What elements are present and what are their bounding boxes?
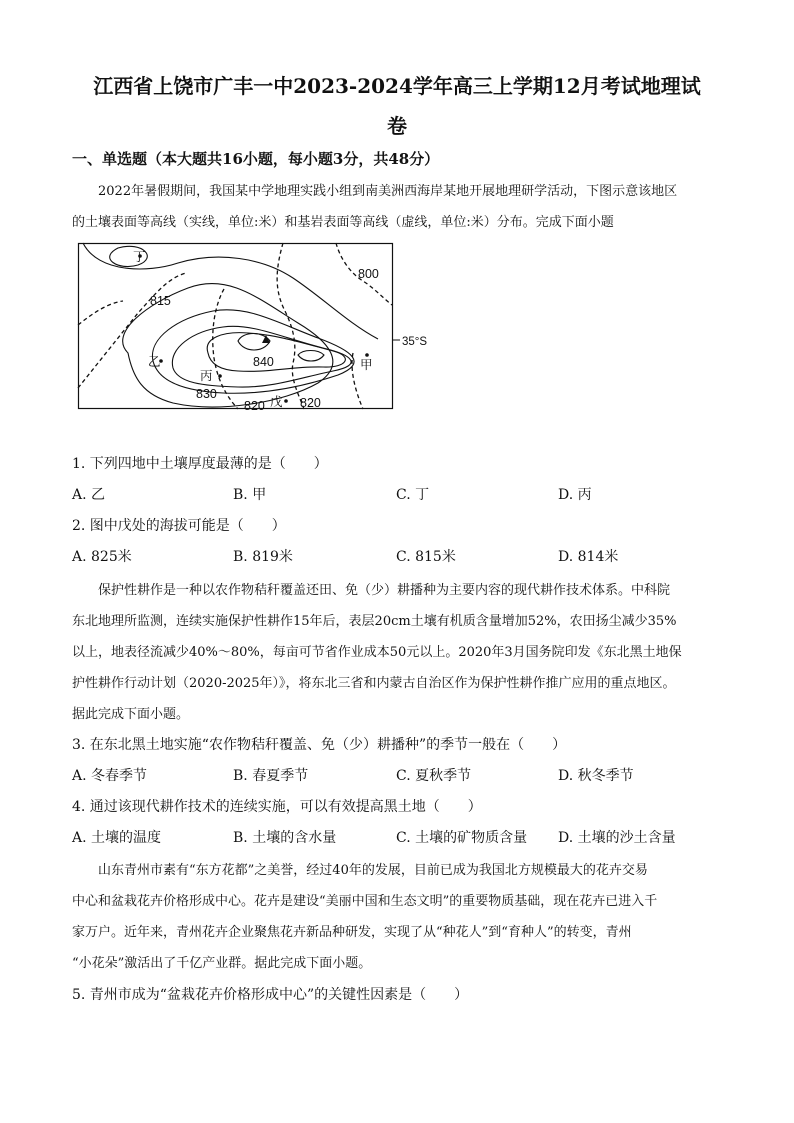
q3-option-b[interactable]: B. 春夏季节 — [233, 768, 309, 784]
q2-stem: 2. 图中戊处的海拔可能是（ ） — [72, 518, 286, 534]
q3-option-d[interactable]: D. 秋冬季节 — [558, 768, 634, 784]
intro2-line3: 以上，地表径流减少40%～80%，每亩可节省作业成本50元以上。2020年3月国务院印发《东北黑土地保 — [72, 645, 682, 660]
q2-option-c[interactable]: C. 815米 — [396, 549, 456, 565]
q4-option-b[interactable]: B. 土壤的含水量 — [233, 830, 337, 846]
label-815: 815 — [150, 294, 171, 308]
q1-option-a[interactable]: A. 乙 — [72, 487, 106, 503]
label-840: 840 — [253, 355, 274, 369]
q1-stem: 1. 下列四地中土壤厚度最薄的是（ ） — [72, 456, 328, 472]
page-title-line1: 江西省上饶市广丰一中2023-2024学年高三上学期12月考试地理试 — [93, 74, 701, 98]
contour-map — [78, 243, 428, 413]
q4-option-a[interactable]: A. 土壤的温度 — [72, 830, 162, 846]
intro2-line2: 东北地理所监测，连续实施保护性耕作15年后，表层20cm土壤有机质含量增加52%，农田扬尘减少35% — [72, 614, 677, 629]
q1-option-c[interactable]: C. 丁 — [396, 487, 430, 503]
label-820b: 820 — [300, 396, 321, 410]
q1-option-b[interactable]: B. 甲 — [233, 487, 267, 503]
q4-option-c[interactable]: C. 土壤的矿物质含量 — [396, 830, 528, 846]
q5-stem: 5. 青州市成为“盆栽花卉价格形成中心”的关键性因素是（ ） — [72, 987, 469, 1003]
q4-stem: 4. 通过该现代耕作技术的连续实施，可以有效提高黑土地（ ） — [72, 799, 482, 815]
q3-option-c[interactable]: C. 夏秋季节 — [396, 768, 472, 784]
intro2-line4: 护性耕作行动计划（2020-2025年）》，将东北三省和内蒙古自治区作为保护性耕作推广应用的重点地区。 — [72, 676, 676, 691]
intro3-line2: 中心和盆栽花卉价格形成中心。花卉是建设“美丽中国和生态文明”的重要物质基础，现在花卉已进入千 — [72, 894, 658, 909]
page-title-line2: 卷 — [387, 114, 407, 138]
point-jia — [365, 353, 369, 357]
point-bing — [218, 374, 222, 378]
section-heading: 一、单选题（本大题共16小题，每小题3分，共48分） — [72, 150, 440, 168]
intro3-line1: 山东青州市素有“东方花都”之美誉，经过40年的发展，目前已成为我国北方规模最大的花卉交易 — [98, 863, 648, 878]
label-800: 800 — [358, 267, 379, 281]
label-yi: 乙 — [148, 355, 161, 369]
intro2-line5: 据此完成下面小题。 — [72, 707, 190, 722]
label-820a: 820 — [244, 399, 265, 413]
q2-option-a[interactable]: A. 825米 — [72, 549, 132, 565]
q4-option-d[interactable]: D. 土壤的沙土含量 — [558, 830, 676, 846]
q1-option-d[interactable]: D. 丙 — [558, 487, 592, 503]
q3-stem: 3. 在东北黑土地实施“农作物秸秆覆盖、免（少）耕播种”的季节一般在（ ） — [72, 737, 567, 753]
point-wu — [284, 399, 288, 403]
q2-option-d[interactable]: D. 814米 — [558, 549, 619, 565]
intro2-line1: 保护性耕作是一种以农作物秸秆覆盖还田、免（少）耕播种为主要内容的现代耕作技术体系。中科院 — [98, 583, 671, 598]
intro1-line2: 的土壤表面等高线（实线，单位:米）和基岩表面等高线（虚线，单位:米）分布。完成下面小题 — [72, 215, 614, 230]
label-wu: 戊 — [270, 395, 283, 409]
q2-option-b[interactable]: B. 819米 — [233, 549, 293, 565]
label-bing: 丙 — [200, 369, 213, 383]
label-ding: 丁 — [133, 250, 146, 264]
label-lat: 35°S — [402, 336, 428, 348]
intro1-line1: 2022年暑假期间，我国某中学地理实践小组到南美洲西海岸某地开展地理研学活动，下图示意该地区 — [98, 184, 678, 199]
label-jia: 甲 — [360, 358, 373, 372]
intro3-line4: “小花朵”激活出了千亿产业群。据此完成下面小题。 — [72, 956, 372, 971]
q3-option-a[interactable]: A. 冬春季节 — [72, 768, 148, 784]
intro3-line3: 家万户。近年来，青州花卉企业聚焦花卉新品种研发，实现了从“种花人”到“育种人”的转变，青州 — [72, 925, 632, 940]
label-830: 830 — [196, 387, 217, 401]
